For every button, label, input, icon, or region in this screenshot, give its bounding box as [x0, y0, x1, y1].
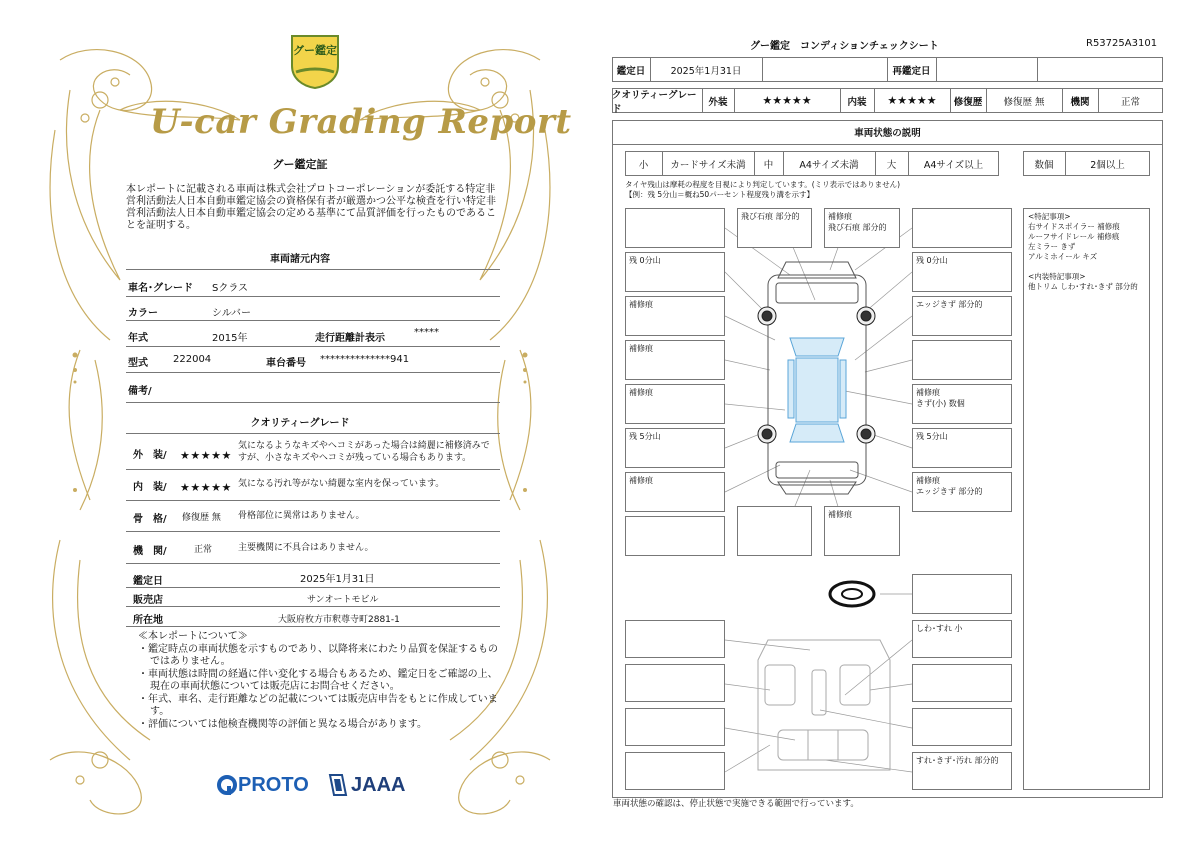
damage-box — [737, 506, 812, 556]
frame-desc: 骨格部位に異常はありません。 — [238, 511, 365, 521]
model-label: 型式 — [128, 358, 148, 369]
damage-box: 飛び石痕 部分的 — [737, 208, 812, 248]
engine-label: 機 関/ — [133, 546, 167, 557]
logo-text: グー鑑定 — [293, 44, 337, 57]
damage-box — [912, 340, 1012, 380]
jaaa-logo-text: JAAA — [351, 773, 406, 796]
steering-wheel-icon — [830, 582, 874, 606]
interior-box: しわ･すれ 小 — [912, 620, 1012, 658]
engine-label: 機関 — [1070, 96, 1090, 108]
special-note-item: 左ミラー きず — [1028, 242, 1076, 251]
divider — [126, 500, 500, 501]
damage-box: 補修痕 — [824, 506, 900, 556]
reeval-date-label: 再鑑定日 — [892, 65, 931, 77]
divider — [126, 626, 500, 627]
exterior-label: 外装 — [708, 96, 728, 108]
count-desc: 2個以上 — [1090, 159, 1125, 171]
engine-desc: 主要機関に不具合はありません。 — [238, 543, 374, 553]
interior-box — [625, 620, 725, 658]
script-title: U-car Grading Report — [150, 102, 572, 142]
interior-box — [912, 574, 1012, 614]
name-value: Sクラス — [212, 283, 249, 294]
damage-box: 補修痕 — [625, 472, 725, 512]
grade-label: クオリティーグレード — [612, 89, 697, 115]
special-notes — [1023, 208, 1150, 790]
special-note-item: アルミホイール キズ — [1028, 252, 1098, 261]
engine-value: 正常 — [1120, 96, 1140, 108]
damage-box — [912, 208, 1012, 248]
damage-box — [625, 208, 725, 248]
notes-title: ≪本レポートについて≫ — [138, 631, 248, 642]
repair-history-label: 修復歴 — [953, 96, 983, 108]
date-value: 2025年1月31日 — [300, 574, 375, 585]
interior-stars: ★★★★★ — [887, 94, 937, 107]
engine-value: 正常 — [194, 545, 213, 555]
grade-title: クオリティーグレード — [250, 418, 350, 429]
exterior-stars: ★★★★★ — [180, 449, 232, 462]
spacer — [1028, 262, 1145, 272]
interior-desc: 気になる汚れ等がない綺麗な室内を保っています。 — [238, 479, 445, 489]
address-label: 所在地 — [133, 615, 163, 626]
specs-title: 車両諸元内容 — [270, 254, 330, 265]
divider — [126, 320, 500, 321]
special-note-item: ルーフサイドレール 補修痕 — [1028, 232, 1120, 241]
date-label: 鑑定日 — [133, 576, 163, 587]
proto-logo — [216, 772, 309, 798]
divider — [126, 587, 500, 588]
interior-box — [625, 664, 725, 702]
special-note-item: 右サイドスポイラー 補修痕 — [1028, 222, 1120, 231]
divider — [126, 372, 500, 373]
damage-box: 残 0分山 — [625, 252, 725, 292]
damage-box: 補修痕 エッジきず 部分的 — [912, 472, 1012, 512]
size-large: 大 — [886, 159, 897, 171]
special-notes-title: <特記事項> — [1028, 212, 1071, 221]
damage-box: 残 5分山 — [912, 428, 1012, 468]
exterior-stars: ★★★★★ — [762, 94, 812, 107]
note-item: ・年式、車名、走行距離などの記載については販売店申告をもとに作成しています。 — [138, 693, 498, 717]
divider — [126, 469, 500, 470]
jaaa-logo — [328, 772, 405, 798]
chassis-label: 車台番号 — [266, 358, 306, 369]
interior-box — [625, 708, 725, 746]
condition-check-sheet — [600, 0, 1200, 848]
date-label: 鑑定日 — [616, 65, 646, 77]
damage-box: 補修痕 飛び石痕 部分的 — [824, 208, 900, 248]
cert-body: 本レポートに記載される車両は株式会社プロトコーポレーションが委託する特定非営利活動法人日本自動車鑑定協会の資格保有者が厳選かつ公平な検査を行い特定非営利活動法人日本自動車鑑定協会の定める基準にて品質評価を行ったものであることを証明する。 — [126, 184, 496, 231]
tire-note-2: 【例：残 5分山＝概ね50パーセント程度残り溝を示す】 — [625, 190, 815, 199]
note-item: ・評価については他検査機関等の評価と異なる場合があります。 — [138, 718, 427, 730]
interior-box: すれ･きず･汚れ 部分的 — [912, 752, 1012, 790]
divider — [126, 346, 500, 347]
cert-title: グー鑑定証 — [272, 158, 328, 171]
address-value: 大阪府枚方市釈尊寺町2881-1 — [278, 615, 400, 625]
frame-value: 修復歴 無 — [182, 513, 221, 523]
damage-box — [625, 516, 725, 556]
note-item: ・車両状態は時間の経過に伴い変化する場合もあるため、鑑定日をご確認の上、現在の車両状態については販売店にお問合せください。 — [138, 668, 498, 692]
dealer-label: 販売店 — [133, 595, 163, 606]
damage-box: 補修痕 — [625, 340, 725, 380]
damage-box: 補修痕 きず(小) 数個 — [912, 384, 1012, 424]
proto-mark-icon — [216, 774, 238, 796]
model-value: 222004 — [173, 354, 212, 365]
interior-label: 内装 — [847, 96, 867, 108]
damage-box: エッジきず 部分的 — [912, 296, 1012, 336]
exterior-label: 外 装/ — [133, 450, 167, 461]
chassis-value: **************941 — [320, 354, 410, 365]
remarks-label: 備考/ — [128, 386, 152, 397]
divider — [126, 433, 500, 434]
year-label: 年式 — [128, 333, 148, 344]
divider — [126, 296, 500, 297]
tire-note-1: タイヤ残山は摩耗の程度を目視により判定しています。(ミリ表示ではありません) — [625, 180, 901, 189]
divider — [126, 563, 500, 564]
size-large-desc: A4サイズ以上 — [923, 159, 984, 171]
dealer-value: サンオートモビル — [307, 595, 379, 605]
year-value: 2015年 — [212, 333, 248, 344]
condition-title: 車両状態の説明 — [854, 128, 921, 139]
jaaa-mark-icon — [328, 773, 348, 797]
interior-box — [625, 752, 725, 790]
size-small: 小 — [638, 159, 649, 171]
size-medium: 中 — [763, 159, 774, 171]
mileage-value: ***** — [414, 327, 439, 338]
sheet-id: R53725A3101 — [1086, 38, 1158, 49]
count-label: 数個 — [1034, 159, 1054, 171]
exterior-desc: 気になるようなキズやヘコミがあった場合は綺麗に補修済みですが、小さなキズやヘコミが残っている場合もあります。 — [238, 441, 490, 463]
name-label: 車名･グレード — [128, 283, 193, 294]
interior-box — [912, 664, 1012, 702]
sheet-title: グー鑑定 コンディションチェックシート — [750, 41, 939, 52]
divider — [126, 606, 500, 607]
footer-note: 車両状態の確認は、停止状態で実施できる範囲で行っています。 — [613, 799, 859, 809]
color-label: カラー — [128, 308, 158, 319]
note-item: ・鑑定時点の車両状態を示すものであり、以降将来にわたり品質を保証するものではありません。 — [138, 643, 498, 667]
damage-box: 残 0分山 — [912, 252, 1012, 292]
size-medium-desc: A4サイズ未満 — [799, 159, 859, 171]
interior-notes-title: <内装特記事項> — [1028, 272, 1086, 281]
damage-box: 残 5分山 — [625, 428, 725, 468]
damage-box: 補修痕 — [625, 296, 725, 336]
interior-box — [912, 708, 1012, 746]
divider — [126, 402, 500, 403]
date-value: 2025年1月31日 — [670, 65, 742, 77]
interior-stars: ★★★★★ — [180, 481, 232, 494]
divider — [126, 531, 500, 532]
interior-label: 内 装/ — [133, 482, 167, 493]
damage-box: 補修痕 — [625, 384, 725, 424]
mileage-label: 走行距離計表示 — [315, 333, 385, 344]
repair-history-value: 修復歴 無 — [1003, 96, 1045, 108]
frame-label: 骨 格/ — [133, 514, 167, 525]
divider — [126, 269, 500, 270]
report-notes — [138, 631, 498, 731]
color-value: シルバー — [212, 308, 252, 319]
size-small-desc: カードサイズ未満 — [670, 159, 746, 171]
proto-logo-text: PROTO — [238, 773, 309, 796]
goo-appraisal-logo — [288, 32, 342, 90]
special-note-item: 他トリム しわ･すれ･きず 部分的 — [1028, 282, 1138, 291]
